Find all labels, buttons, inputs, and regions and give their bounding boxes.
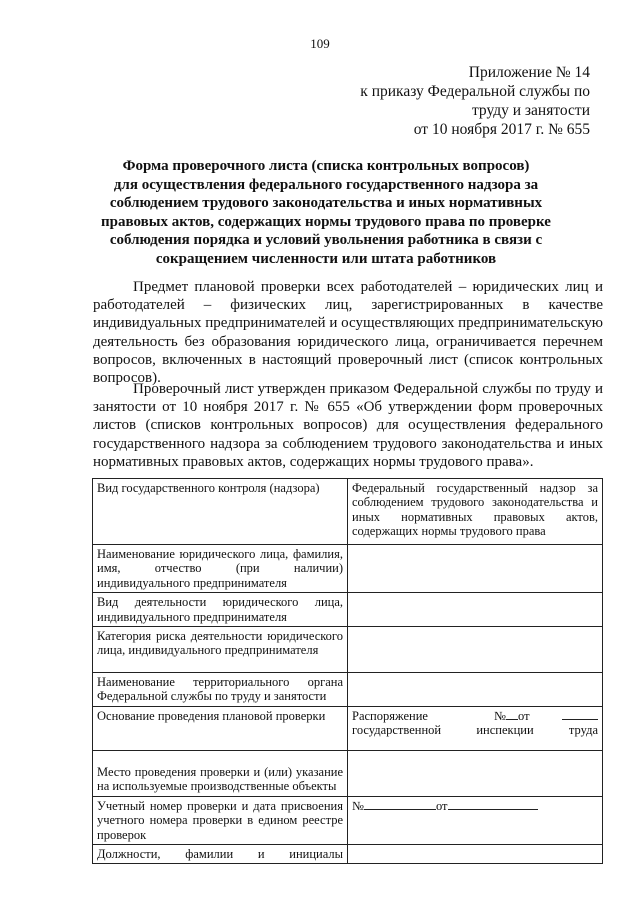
inspection-place-field[interactable] bbox=[348, 750, 603, 796]
table-row bbox=[93, 673, 603, 707]
title-line-3: соблюдением трудового законодательства и иных нормативных bbox=[109, 195, 543, 211]
registry-date-field[interactable] bbox=[448, 799, 538, 810]
title-line-1: Форма проверочного листа (списка контрольных вопросов) bbox=[122, 158, 530, 174]
risk-category-field[interactable] bbox=[348, 627, 603, 673]
officials-field[interactable] bbox=[348, 845, 603, 864]
appendix-line-4: от 10 ноября 2017 г. № 655 bbox=[413, 121, 590, 138]
title-line-4: правовых актов, содержащих нормы трудового права по проверке bbox=[101, 213, 551, 230]
table-row bbox=[93, 750, 603, 796]
order-line bbox=[352, 709, 598, 723]
appendix-header bbox=[360, 63, 590, 139]
officials-label: Должности, фамилии и инициалы bbox=[93, 845, 348, 864]
labor-inspection-text: государственной инспекции труда bbox=[352, 723, 598, 738]
table-row bbox=[93, 479, 603, 545]
inspection-basis-label: Основание проведения плановой проверки bbox=[93, 706, 348, 750]
appendix-line-1: Приложение № 14 bbox=[468, 64, 590, 81]
order-date-word: от bbox=[518, 708, 530, 723]
inspection-place-label: Место проведения проверки и (или) указание на используемые производственные объекты bbox=[93, 750, 348, 796]
title-line-2: для осуществления федерального государственного надзора за bbox=[113, 176, 539, 193]
territorial-body-label: Наименование территориального органа Федеральной службы по труду и занятости bbox=[93, 673, 348, 707]
title-line-5: соблюдения порядка и условий увольнения работника в связи с bbox=[109, 232, 543, 248]
page-number: 109 bbox=[310, 36, 330, 51]
registry-date-word: от bbox=[435, 798, 448, 813]
paragraph-approval: Проверочный лист утвержден приказом Федеральной службы по труду и занятости от 10 ноября 2017 г. № 655 «Об утверждении форм проверочных листов (списков контрольных вопросов) для осуществления федерального государственного надзора за соблюдением трудового законодательства и иных нормативных правовых актов, содержащих нормы трудового права». bbox=[93, 381, 603, 470]
table-row bbox=[93, 627, 603, 673]
registry-number-sign: № bbox=[352, 798, 364, 813]
appendix-line-2: к приказу Федеральной службы по bbox=[360, 83, 590, 100]
table-row bbox=[93, 593, 603, 627]
order-word: Распоряжение bbox=[352, 708, 428, 723]
entity-name-field[interactable] bbox=[348, 545, 603, 593]
title-line-6: сокращением численности или штата работников bbox=[155, 250, 497, 267]
registry-line bbox=[352, 799, 598, 813]
registry-number-label: Учетный номер проверки и дата присвоения учетного номера проверки в едином реестре проверок bbox=[93, 796, 348, 844]
territorial-body-field[interactable] bbox=[348, 673, 603, 707]
paragraph-scope: Предмет плановой проверки всех работодателей – юридических лиц и работодателей – физических лиц, зарегистрированных в качестве индивидуальных предпринимателей и осуществляющих предпринимательскую деятельность без образования юридического лица, ограничивается перечнем вопросов, включенных в настоящий проверочный лист (список контрольных вопросов). bbox=[93, 279, 603, 387]
table-row bbox=[93, 845, 603, 864]
entity-name-label: Наименование юридического лица, фамилия, имя, отчество (при наличии) индивидуального предпринимателя bbox=[93, 545, 348, 593]
checklist-form-table bbox=[92, 478, 603, 864]
control-type-value: Федеральный государственный надзор за соблюдением трудового законодательства и иных нормативных правовых актов, содержащих нормы трудового права bbox=[348, 479, 603, 545]
table-row bbox=[93, 796, 603, 844]
order-date-field[interactable] bbox=[562, 709, 598, 720]
order-number-sign: № bbox=[493, 708, 506, 723]
document-title bbox=[90, 157, 562, 268]
risk-category-label: Категория риска деятельности юридического лица, индивидуального предпринимателя bbox=[93, 627, 348, 673]
order-number-field[interactable] bbox=[506, 709, 518, 720]
inspection-basis-value bbox=[348, 706, 603, 750]
table-row bbox=[93, 545, 603, 593]
registry-number-field[interactable] bbox=[364, 799, 436, 810]
activity-type-label: Вид деятельности юридического лица, индивидуального предпринимателя bbox=[93, 593, 348, 627]
table-row bbox=[93, 706, 603, 750]
registry-number-value bbox=[348, 796, 603, 844]
appendix-line-3: труду и занятости bbox=[471, 102, 590, 119]
activity-type-field[interactable] bbox=[348, 593, 603, 627]
control-type-label: Вид государственного контроля (надзора) bbox=[93, 479, 348, 545]
